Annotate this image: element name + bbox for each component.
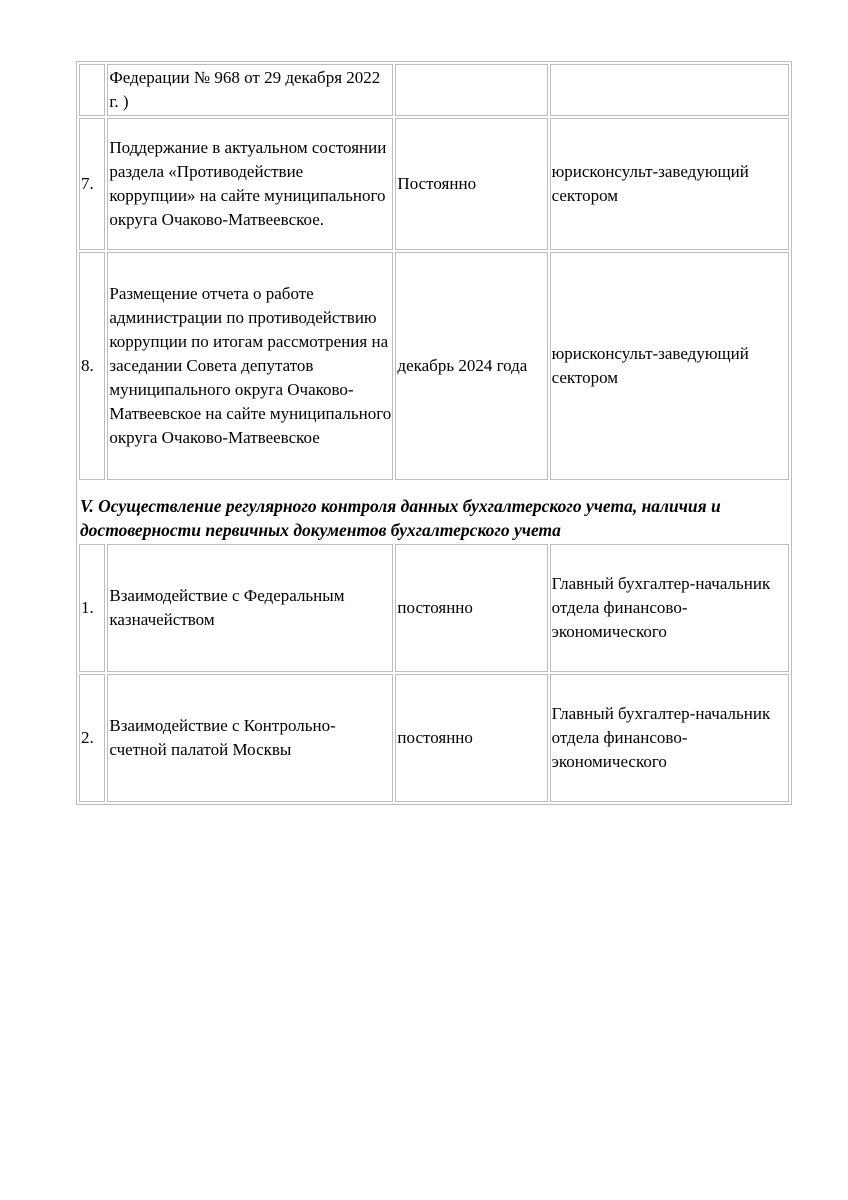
measures-table <box>76 61 792 805</box>
measure-term: декабрь 2024 года <box>395 252 547 480</box>
measure-description: Взаимодействие с Федеральным казначейством <box>107 544 393 672</box>
table-row <box>79 674 789 802</box>
measure-term: Постоянно <box>395 118 547 250</box>
table-row <box>79 252 789 480</box>
measure-description: Взаимодействие с Контрольно-счетной палатой Москвы <box>107 674 393 802</box>
measure-responsible: Главный бухгалтер-начальник отдела финансово-экономического <box>550 674 789 802</box>
row-number: 7. <box>79 118 105 250</box>
row-number: 8. <box>79 252 105 480</box>
measure-responsible: юрисконсульт-заведующий сектором <box>550 252 789 480</box>
table-row <box>79 64 789 116</box>
measure-responsible <box>550 64 789 116</box>
section-heading-row <box>79 482 789 542</box>
measure-description: Размещение отчета о работе администрации по противодействию коррупции по итогам рассмотрения на заседании Совета депутатов муниципального округа Очаково-Матвеевское на сайте муниципального округа Очаково-Матвеевское <box>107 252 393 480</box>
table-row <box>79 118 789 250</box>
measure-responsible: Главный бухгалтер-начальник отдела финансово-экономического <box>550 544 789 672</box>
section-heading: V. Осуществление регулярного контроля данных бухгалтерского учета, наличия и достоверности первичных документов бухгалтерского учета <box>80 496 721 540</box>
measure-term <box>395 64 547 116</box>
row-number: 2. <box>79 674 105 802</box>
measure-responsible: юрисконсульт-заведующий сектором <box>550 118 789 250</box>
measure-description: Поддержание в актуальном состоянии раздела «Противодействие коррупции» на сайте муниципального округа Очаково-Матвеевское. <box>107 118 393 250</box>
measure-term: постоянно <box>395 544 547 672</box>
row-number <box>79 64 105 116</box>
measure-term: постоянно <box>395 674 547 802</box>
row-number: 1. <box>79 544 105 672</box>
table-row <box>79 544 789 672</box>
measure-description: Федерации № 968 от 29 декабря 2022 г. ) <box>107 64 393 116</box>
